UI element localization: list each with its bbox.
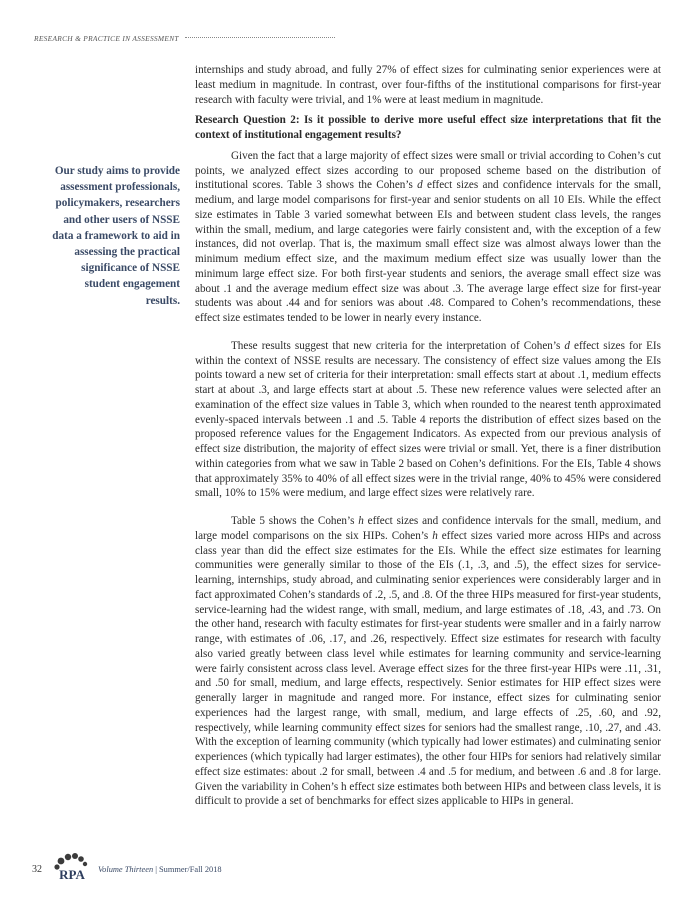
article-body	[195, 63, 661, 809]
svg-text:RPA: RPA	[59, 867, 85, 882]
research-question-2-heading: Research Question 2: Is it possible to derive more useful effect size interpretations that fit the context of institutional engagement results?	[195, 114, 661, 141]
paragraph-new-criteria: These results suggest that new criteria for the interpretation of Cohen’s d effect sizes for EIs within the context of NSSE results are necessary. The consistency of effect size values among the EIs points toward a new set of criteria for their interpretation: small effects start at about .1, medium effects start at about .3, and large effects start at about .5. These new reference values were selected after an examination of the effect size values in Table 3, which when rounded to the nearest tenth approximated evenly-spaced intervals between .1 and .5. Table 4 reports the distribution of effect sizes based on the proposed reference values for the Engagement Indicators. As expected from our previous analysis of effect size distribution, the majority of effect sizes were trivial or small. Yet, there is a finer distribution within categories from what we saw in Table 2 based on Cohen’s definitions. For the EIs, Table 4 shows that approximately 35% to 40% of all effect sizes were in the trivial range, 40% to 45% were considered small, 10% to 15% were medium, and large effect sizes were relatively rare.	[195, 339, 661, 500]
paragraph-effect-size-analysis: Given the fact that a large majority of effect sizes were small or trivial according to Cohen’s cut points, we analyzed effect sizes according to our proposed scheme based on the distribution of institutional scores. Table 3 shows the Cohen’s d effect sizes and confidence intervals for the small, medium, and large model comparisons for first-year and senior students on all 10 EIs. While the effect size estimates in Table 3 varied somewhat between EIs and between student class levels, the ranges within the small, medium, and large categories were fairly consistent and, with the exception of a few instances, did not overlap. That is, the maximum small effect size was almost always lower than the minimum medium effect size, and the maximum medium effect size was usually lower than the minimum large effect size. For both first-year students and seniors, the average small effect size was about .1 and the average medium effect size was about .3. The average large effect size for first-year students was about .44 and for seniors was about .48. Compared to Cohen’s recommendations, these effect size estimates tended to be lower in nearly every instance.	[195, 149, 661, 324]
rpa-logo-icon	[52, 852, 92, 886]
header-dotted-rule	[185, 37, 335, 38]
page-number: 32	[32, 863, 42, 875]
page-footer	[32, 852, 222, 886]
volume-label: Volume Thirteen	[98, 864, 154, 874]
volume-info	[98, 865, 222, 874]
volume-separator: |	[153, 864, 160, 874]
paragraph-continuation: internships and study abroad, and fully 27% of effect sizes for culminating senior experiences were at least medium in magnitude. In contrast, over four-fifths of the institutional comparisons for first-year research with faculty were trivial, and 1% were at least medium in magnitude.	[195, 64, 661, 106]
sidebar-pull-quote: Our study aims to provide assessment professionals, policymakers, researchers and other users of NSSE data a framework to aid in assessing the practical significance of NSSE student engagement results.	[52, 165, 180, 307]
paragraph-hip-effect-sizes: Table 5 shows the Cohen’s h effect sizes and confidence intervals for the small, medium, and large model comparisons on the six HIPs. Cohen’s h effect sizes varied more across HIPs and across class year than did the effect size estimates for the EIs. While the effect size estimates for learning communities were generally similar to those of the EIs (.1, .3, and .5), the effect sizes for service-learning, internships, study abroad, and culminating senior experiences were considerably larger and in fact approximated Cohen’s standards of .2, .5, and .8. Of the three HIPs measured for first-year students, service-learning had the widest range, with small, medium, and large estimates of .18, .43, and .73. On the other hand, research with faculty estimates for first-year students were smaller and in a fairly narrow range, with estimates of .06, .17, and .26, respectively. Effect size estimates for research with faculty also varied greatly between class level while estimates for learning community and service-learning were fairly consistent across class level. Average effect sizes for the three first-year HIPs were .11, .31, and .50 for small, medium, and large effects, respectively. Senior estimates for HIP effect sizes were generally larger in magnitude and ranged more. For instance, effect sizes for culminating senior experiences had the largest range, with small, medium, and large effects of .25, .60, and .92, respectively, while learning community effect sizes for seniors had the smallest range, .10, .27, and .43. With the exception of learning community (which typically had lower estimates) and culminating senior experiences (which typically had larger estimates), the other four HIPs for seniors had relatively similar effect size estimates: about .2 for small, between .4 and .5 for medium, and between .6 and .8 for large. Given the variability in Cohen’s h effect size estimates both between HIPs and between class levels, it is difficult to provide a set of benchmarks for effect sizes applicable to HIPs in general.	[195, 515, 662, 808]
issue-label: Summer/Fall 2018	[159, 864, 222, 874]
running-header-title: RESEARCH & PRACTICE IN ASSESSMENT	[34, 34, 179, 43]
running-header	[34, 34, 664, 43]
